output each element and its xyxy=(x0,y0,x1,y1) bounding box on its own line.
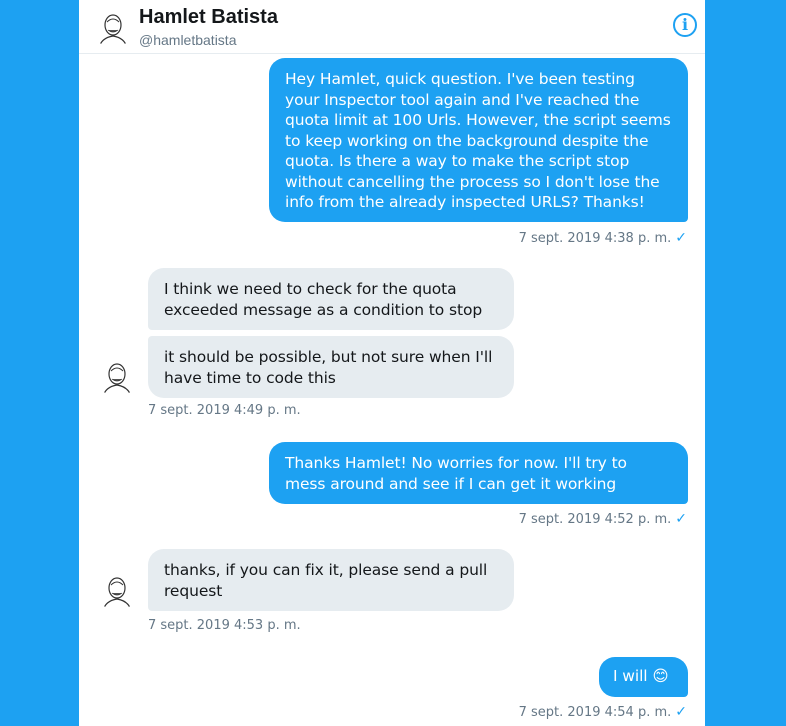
message-timestamp: 7 sept. 2019 4:49 p. m. xyxy=(148,403,301,418)
conversation-header xyxy=(79,0,705,54)
avatar[interactable] xyxy=(93,8,133,48)
message-bubble-sent[interactable]: Hey Hamlet, quick question. I've been testing your Inspector tool again and I've reached the quota limit at 100 Urls. However, the script seems to keep working on the background despite the quota. Is there a way to make the script stop without cancelling the process so I don't lose the info from the already inspected URLS? Thanks! xyxy=(269,58,688,222)
contact-name[interactable]: Hamlet Batista xyxy=(139,6,278,28)
profile-sketch-icon xyxy=(97,571,137,611)
avatar[interactable] xyxy=(97,357,137,397)
message-bubble-received[interactable]: I think we need to check for the quota exceeded message as a condition to stop xyxy=(148,268,514,330)
profile-sketch-icon xyxy=(93,8,133,48)
message-bubble-sent[interactable]: I will 😊 xyxy=(599,657,688,697)
message-bubble-received[interactable]: thanks, if you can fix it, please send a pull request xyxy=(148,549,514,611)
message-bubble-received[interactable]: it should be possible, but not sure when I'll have time to code this xyxy=(148,336,514,398)
message-timestamp xyxy=(519,704,687,720)
info-icon[interactable]: i xyxy=(673,13,697,37)
message-timestamp: 7 sept. 2019 4:53 p. m. xyxy=(148,618,301,633)
message-timestamp xyxy=(519,511,687,527)
message-timestamp xyxy=(519,230,687,246)
profile-sketch-icon xyxy=(97,357,137,397)
read-check-icon: ✓ xyxy=(675,704,687,720)
conversation-panel xyxy=(79,0,705,726)
timestamp-text: 7 sept. 2019 4:52 p. m. xyxy=(518,512,672,527)
read-check-icon: ✓ xyxy=(675,511,687,527)
read-check-icon: ✓ xyxy=(675,230,687,246)
avatar[interactable] xyxy=(97,571,137,611)
message-bubble-sent[interactable]: Thanks Hamlet! No worries for now. I'll try to mess around and see if I can get it working xyxy=(269,442,688,504)
contact-handle[interactable]: @hamletbatista xyxy=(139,32,237,48)
timestamp-text: 7 sept. 2019 4:38 p. m. xyxy=(518,231,672,246)
timestamp-text: 7 sept. 2019 4:54 p. m. xyxy=(518,705,672,720)
